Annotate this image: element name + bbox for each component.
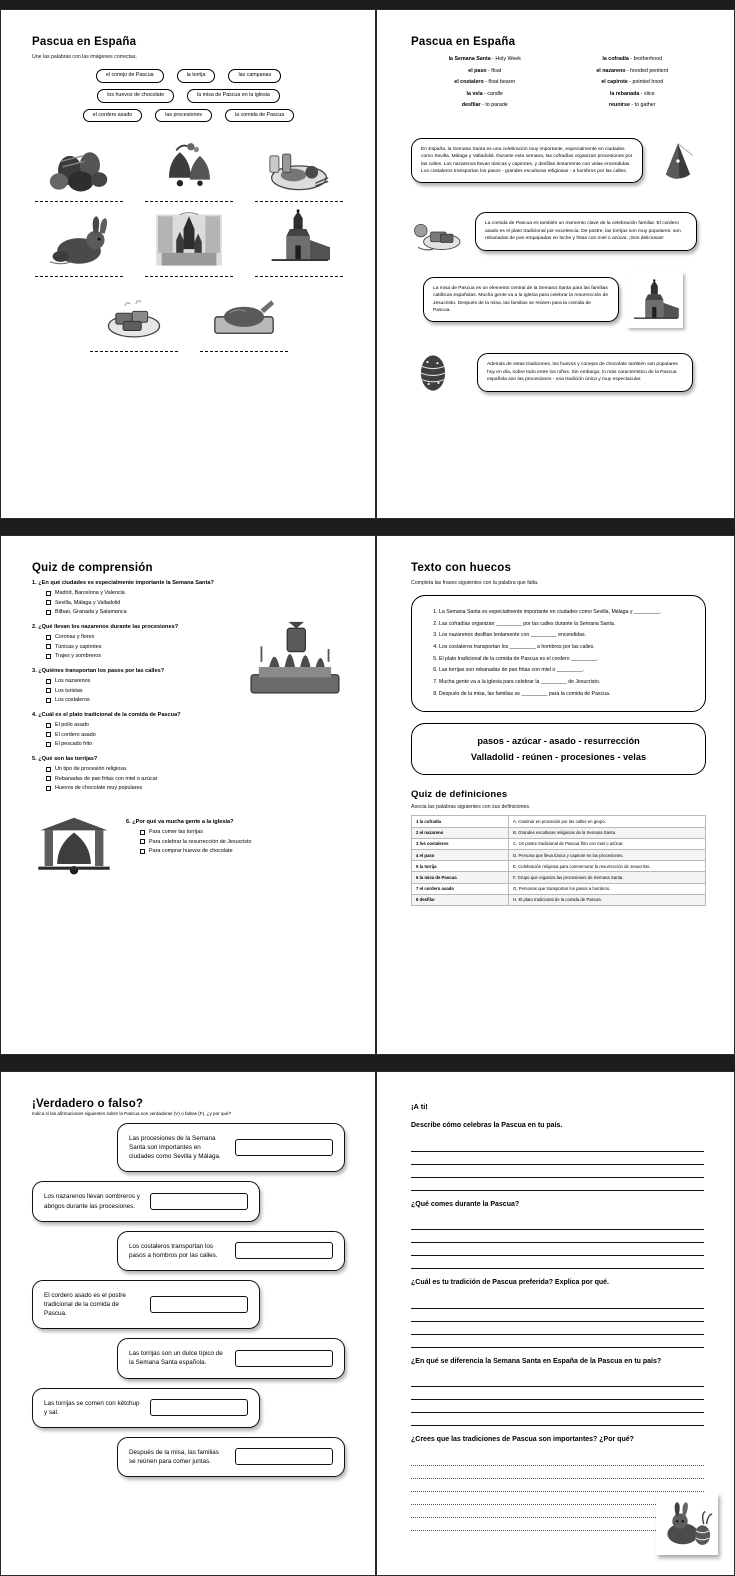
reading-bubble: En España, la Semana Santa es una celebración muy importante, especialmente en ciudades como Sevilla, Málaga y Valladolid. Durante esta semana, las cofradías organizan procesiones por las calles. Los nazarenos llevan túnicas y capirotes, y desfilan lentamente con velas encendidas. Los costaleros transportan los pasos - grandes esculturas religiosas - a hombros por las calles. [411,138,643,183]
option-label: Para comer las torrijas [149,829,203,835]
writing-prompt: ¿Cuál es tu tradición de Pascua preferida? Explica por qué. [411,1279,609,1286]
option-label: Los turistas [55,687,83,694]
gap-fill-item[interactable]: 5. El plato tradicional de la comida de Pascua es el cordero _________. [439,654,691,665]
rabbit-icon [40,209,118,271]
quiz-option[interactable] [46,785,345,791]
true-false-item [32,1231,345,1271]
checkbox-icon[interactable] [46,742,51,747]
table-row[interactable] [412,816,706,827]
gap-fill-item[interactable]: 3. Los nazarenos desfilan lentamente con _________ encendidas. [439,630,691,641]
checkbox-icon[interactable] [140,839,145,844]
table-row[interactable] [412,827,706,838]
page-title: Pascua en España [32,36,137,48]
true-false-item [32,1338,345,1378]
option-label: Un tipo de procesión religiosa [55,766,127,772]
answer-box[interactable] [150,1296,248,1313]
gap-fill-item[interactable]: 8. Después de la misa, las familias se _________ para la comida de Pascua. [439,689,691,700]
page-title: ¡Verdadero o falso? [32,1098,144,1110]
checkbox-icon[interactable] [46,644,51,649]
writing-line[interactable] [411,1230,704,1243]
quiz-question-6 [32,803,345,885]
quiz-option[interactable] [46,776,345,782]
gutter-1 [0,519,735,535]
vocab-column-right [559,56,707,114]
answer-line[interactable] [200,351,288,352]
vocab-entry: reunirse - to gather [608,102,656,108]
writing-line[interactable] [411,1256,704,1269]
image-row [32,209,345,277]
term-cell: 3 los costaleros [412,838,509,849]
page-6 [376,1071,735,1576]
vocab-pill[interactable]: el conejo de Pascua [96,69,164,83]
quiz-option[interactable] [46,732,345,738]
statement-card [32,1280,260,1329]
checkbox-icon[interactable] [46,723,51,728]
definitions-table [411,815,706,906]
checkbox-icon[interactable] [46,776,51,781]
vocabulary-list [411,56,706,114]
answer-box[interactable] [235,1350,333,1367]
easter-meal-icon [260,134,338,196]
vocab-pill-row [32,69,345,83]
word-bank-line: Valladolid - reúnen - procesiones - velas [470,752,647,763]
vocab-entry: el nazareno - hooded penitent [596,67,669,74]
bell-icon [32,803,116,885]
reading-bubble: Además de estas tradiciones, los huevos y conejos de chocolate también son populares hoy en día, sobre todo entre los niños. Sin embargo, lo más característico de la Pascua española son las procesiones - una tradición única y muy espectacular. [477,353,693,391]
writing-line[interactable] [411,1152,704,1165]
writing-line[interactable] [411,1165,704,1178]
image-cell [145,134,233,202]
vocab-entry: la cofradía - brotherhood [602,56,663,62]
quiz-option[interactable] [46,634,237,640]
option-label: Huevos de chocolate muy populares [55,785,143,791]
image-cell [255,134,343,202]
quiz-option[interactable] [46,590,237,596]
option-label: Para celebrar la resurrección de Jesucristo [149,838,252,845]
checkbox-icon[interactable] [46,654,51,659]
vocab-pill[interactable]: la torrija [177,69,216,83]
gap-fill-item[interactable]: 4. Los costaleros transportan los _________ a hombros por las calles. [439,642,691,653]
checkbox-icon[interactable] [46,600,51,605]
option-label: Trajes y sombreros [55,653,101,659]
writing-line[interactable] [411,1453,704,1466]
answer-line[interactable] [255,201,343,202]
image-cell [90,284,178,352]
answer-line[interactable] [35,201,123,202]
gap-fill-item[interactable]: 1. La Semana Santa es especialmente importante en ciudades como Sevilla, Málaga y _________. [439,607,691,618]
answer-line[interactable] [145,201,233,202]
vocab-entry: desfilar - to parade [461,102,508,108]
quiz-option[interactable] [46,697,237,703]
page-4 [376,535,735,1055]
torrijas-icon [95,284,173,346]
gap-fill-item[interactable]: 7. Mucha gente va a la iglesia para celebrar la _________ de Jesucristo. [439,677,691,688]
question-text: 2. ¿Qué llevan los nazarenos durante las procesiones? [32,624,179,630]
writing-line[interactable] [411,1387,704,1400]
table-row[interactable] [412,861,706,872]
gap-fill-item[interactable]: 2. Las cofradías organizan _________ por las calles durante la Semana Santa. [439,619,691,630]
text-block-2 [411,206,706,258]
quiz-option[interactable] [46,644,237,650]
gap-fill-list [422,607,691,699]
table-row[interactable] [412,894,706,905]
statement-card [117,1231,345,1271]
procession-float-icon [241,618,349,698]
answer-box[interactable] [150,1399,248,1416]
answer-box[interactable] [235,1139,333,1156]
question-text: 3. ¿Quiénes transportan los pasos por las calles? [32,668,165,674]
answer-box[interactable] [150,1193,248,1210]
vocab-entry: la Semana Santa - Holy Week [448,56,521,62]
capirote-icon [651,130,705,192]
top-gutter [0,0,735,9]
option-label: Bilbao, Granada y Salamanca [55,609,127,615]
option-label: Para comprar huevos de chocolate [149,848,233,854]
roast-lamb-icon [205,284,283,346]
term-cell: 2 el nazareno [412,827,509,838]
term-cell: 6 la misa de Pascua [412,872,509,883]
option-label: El pescado frito [55,741,93,747]
true-false-item [32,1388,345,1428]
vocab-pill[interactable]: la misa de Pascua en la iglesia [187,89,280,103]
writing-line[interactable] [411,1322,704,1335]
answer-line[interactable] [145,276,233,277]
definition-cell: H. El plato tradicional de la comida de Pascua. [509,894,706,905]
quiz-option[interactable] [46,722,345,728]
page-title: Quiz de comprensión [32,562,153,574]
definition-cell: D. Persona que lleva túnica y capirote en las procesiones. [509,850,706,861]
image-cell [145,209,233,277]
option-label: Los nazarenos [55,678,91,684]
statement-text: Los nazarenos llevan sombreros y abrigos durante las procesiones. [44,1193,140,1210]
vocab-entry: la rebanada - slice [609,90,655,97]
definition-cell: B. Grandes esculturas religiosas de la Semana Santa. [509,827,706,838]
true-false-item [32,1123,345,1172]
option-label: Los costaleros [55,697,90,703]
question-text: 6. ¿Por qué va mucha gente a la iglesia? [126,819,234,825]
writing-line[interactable] [411,1479,704,1492]
gap-fill-box [411,595,706,712]
vocab-entry: el costalero - float bearer [454,79,516,85]
page-subtitle: Indica si las afirmaciones siguientes sobre la Pascua son verdaderas (V) o falsas (F), ¿y por qué? [32,1111,232,1116]
definition-cell: G. Personas que transportan los pasos a hombros. [509,883,706,894]
checkbox-icon[interactable] [46,679,51,684]
writing-line[interactable] [411,1217,704,1230]
vocab-pill[interactable]: las campanas [228,69,281,83]
writing-prompt: ¿En qué se diferencia la Semana Santa en España de la Pascua en tu país? [411,1357,662,1365]
definitions-subtitle: Asocia las palabras siguientes con sus definiciones. [411,804,531,811]
reading-bubble: La misa de Pascua es un elemento central de la Semana Santa para las familias católicas españolas. Mucha gente va a la iglesia para celebrar la resurrección de Jesucristo. Después de la misa, las familias se reúnen para la comida de Pascua. [423,277,619,322]
writing-line[interactable] [411,1178,704,1191]
checkbox-icon[interactable] [46,786,51,791]
quiz-option[interactable] [46,609,237,615]
definition-cell: A. Caminar en procesión por las calles en grupo. [509,816,706,827]
torrijas-plate-icon [411,206,467,258]
checkbox-icon[interactable] [46,698,51,703]
table-row[interactable] [412,883,706,894]
image-cell [200,284,288,352]
statement-card [117,1338,345,1378]
text-block-3 [411,272,706,328]
quiz-question [32,580,345,615]
term-cell: 8 desfilar [412,894,509,905]
true-false-item [32,1280,345,1329]
reading-bubble: La comida de Pascua es también un momento clave de la celebración familiar. El cordero asado es el plato tradicional por excelencia. De postre, las torrijas son muy populares: son rebanadas de pan empapadas en leche y fritas con miel o azúcar. ¡Son deliciosas! [475,212,697,250]
word-bank [411,723,706,775]
statement-card [117,1123,345,1172]
page-title: Texto con huecos [411,562,512,574]
vocab-pill[interactable]: las procesiones [155,109,212,123]
term-cell: 7 el cordero asado [412,883,509,894]
statement-text: Los costaleros transportan los pasos a hombros por las calles. [129,1242,218,1259]
statement-text: El cordero asado es el postre tradicional de la comida de Pascua. [44,1291,126,1318]
page-2 [376,9,735,519]
vocab-entry: el paso - float [468,67,502,74]
vocab-entry: el capirote - pointed hood [601,79,664,85]
checkbox-icon[interactable] [140,849,145,854]
quiz-option[interactable] [46,653,237,659]
vocab-entry: la vela - candle [466,90,504,97]
chocolate-eggs-icon [40,134,118,196]
quiz-question [32,756,345,791]
vocab-column-left [411,56,559,114]
option-label: Madrid, Barcelona y Valencia [55,590,125,596]
statement-card [32,1181,260,1221]
easter-bunny-icon [659,1496,715,1552]
writing-line[interactable] [411,1466,704,1479]
writing-line[interactable] [411,1413,704,1426]
decorated-easter-egg-icon [411,342,455,404]
checkbox-icon[interactable] [46,688,51,693]
option-label: Rebanadas de pan fritas con miel o azúcar [55,775,158,782]
writing-line[interactable] [411,1243,704,1256]
table-row[interactable] [412,850,706,861]
word-bank-line: pasos - azúcar - asado - resurrección [477,736,640,747]
option-label: Sevilla, Málaga y Valladolid [55,599,121,606]
image-row [32,134,345,202]
writing-prompt: Describe cómo celebras la Pascua en tu país. [411,1122,563,1129]
definition-cell: E. Celebración religiosa para conmemorar la resurrección de Jesucristo. [509,861,706,872]
table-row[interactable] [412,872,706,883]
checkbox-icon[interactable] [46,610,51,615]
question-text: 1. ¿En qué ciudades es especialmente importante la Semana Santa? [32,580,214,586]
writing-line[interactable] [411,1400,704,1413]
answer-line[interactable] [255,276,343,277]
quiz-question [32,712,345,747]
definitions-title: Quiz de definiciones [411,789,508,801]
writing-line[interactable] [411,1296,704,1309]
image-cell [255,209,343,277]
term-cell: 4 el paso [412,850,509,861]
writing-prompt: ¿Crees que las tradiciones de Pascua son importantes? ¿Por qué? [411,1436,634,1443]
image-grid [32,134,345,352]
page-5 [0,1071,376,1576]
page-title: Pascua en España [411,36,516,48]
checkbox-icon[interactable] [46,732,51,737]
church-icon [260,209,338,271]
answer-box[interactable] [235,1448,333,1465]
page-title: ¡A ti! [411,1102,428,1111]
quiz-option[interactable] [46,600,237,606]
quiz-option[interactable] [140,829,251,835]
answer-line[interactable] [90,351,178,352]
image-cell [35,134,123,202]
answer-box[interactable] [235,1242,333,1259]
quiz-option[interactable] [140,848,251,854]
checkbox-icon[interactable] [46,635,51,640]
answer-line[interactable] [35,276,123,277]
vocab-pill[interactable]: el cordero asado [83,109,142,123]
text-block-1 [411,130,706,192]
term-cell: 5 la torrija [412,861,509,872]
definition-cell: C. Un postre tradicional de Pascua frito con miel o azúcar. [509,838,706,849]
gutter-2 [0,1055,735,1071]
statement-text: Las procesiones de la Semana Santa son importantes en ciudades como Sevilla y Málaga. [129,1135,221,1161]
question-text: 4. ¿Cuál es el plato tradicional de la comida de Pascua? [32,712,181,718]
table-row[interactable] [412,838,706,849]
true-false-item [32,1437,345,1477]
procession-icon [150,209,228,271]
page-subtitle: Une las palabras con las imágenes correctas. [32,54,137,60]
bells-icon [150,134,228,196]
vocab-pill-row [32,89,345,103]
vocab-pill[interactable]: los huevos de chocolate [97,89,174,103]
writing-line[interactable] [411,1309,704,1322]
image-row [32,284,345,352]
definition-cell: F. Grupo que organiza las procesiones de Semana Santa. [509,872,706,883]
quiz-option[interactable] [140,839,251,845]
option-label: El pollo asado [55,722,89,728]
vocab-pill-row [32,109,345,123]
church-icon [627,272,683,328]
quiz-option[interactable] [46,688,237,694]
page-subtitle: Completa las frases siguientes con la palabra que falta. [411,580,539,586]
writing-line[interactable] [411,1335,704,1348]
writing-prompt: ¿Qué comes durante la Pascua? [411,1200,520,1208]
checkbox-icon[interactable] [46,767,51,772]
question-text: 5. ¿Qué son las torrijas? [32,756,98,762]
checkbox-icon[interactable] [46,591,51,596]
writing-line[interactable] [411,1139,704,1152]
text-block-4 [411,342,706,404]
page-3 [0,535,376,1055]
checkbox-icon[interactable] [140,830,145,835]
statement-text: Las torrijas son un dulce típico de la Semana Santa española. [129,1350,223,1367]
option-label: Túnicas y capirotes [55,643,102,650]
quiz-option[interactable] [46,766,345,772]
quiz-option[interactable] [46,678,237,684]
option-label: Coronas y flores [55,634,95,640]
image-cell [35,209,123,277]
statement-card [117,1437,345,1477]
statement-card [32,1388,260,1428]
statement-text: Después de la misa, las familias se reúnen para comer juntas. [129,1448,219,1465]
statement-text: Las torrijas se comen con kétchup y sal. [44,1399,140,1416]
writing-line[interactable] [411,1374,704,1387]
option-label: El cordero asado [55,731,96,738]
true-false-item [32,1181,345,1221]
term-cell: 1 la cofradía [412,816,509,827]
quiz-option[interactable] [46,741,345,747]
vocab-pill[interactable]: la comida de Pascua [225,109,294,123]
page-1 [0,9,376,519]
gap-fill-item[interactable]: 6. Las torrijas son rebanadas de pan fritas con miel o _________. [439,665,691,676]
easter-bunny-image [656,1493,718,1555]
